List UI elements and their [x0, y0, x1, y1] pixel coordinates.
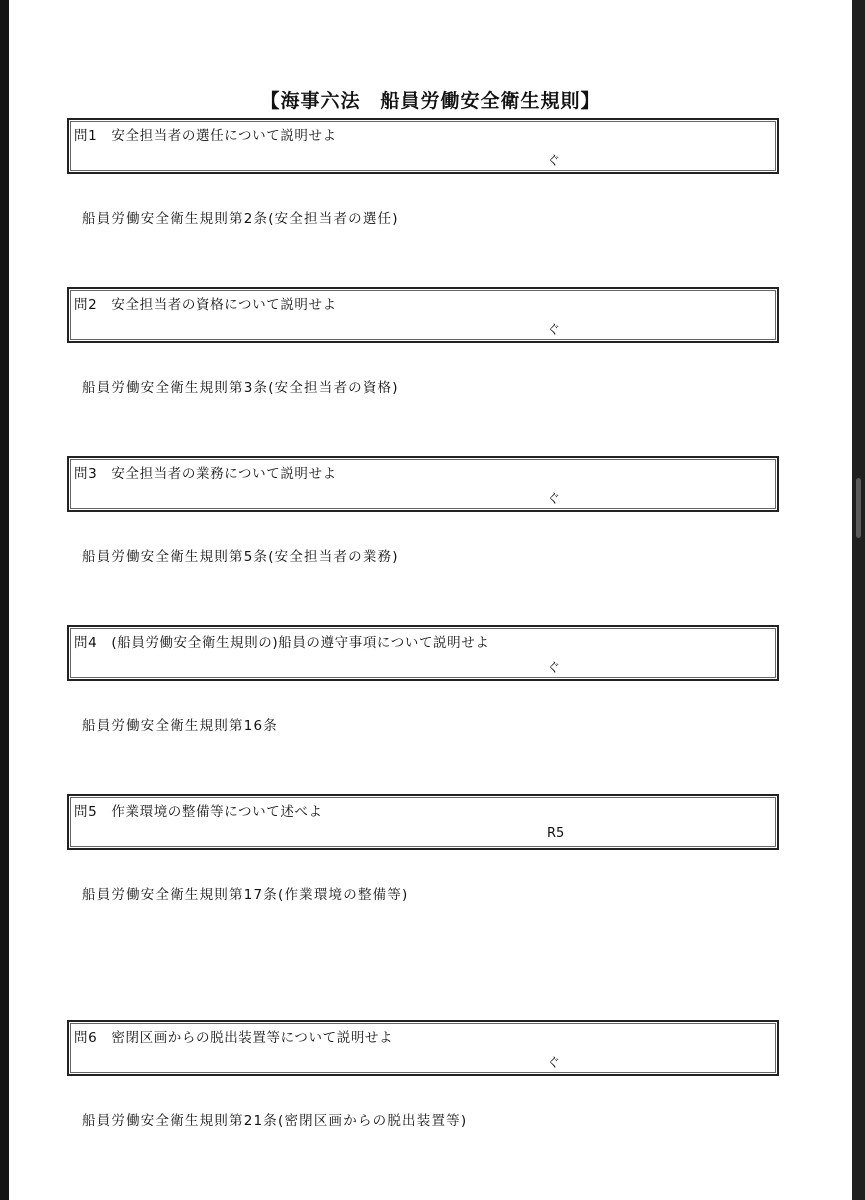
question-text-3: 問3 安全担当者の業務について説明せよ	[74, 466, 337, 482]
question-box-6	[67, 1020, 779, 1076]
question-text-2: 問2 安全担当者の資格について説明せよ	[74, 297, 337, 313]
question-mark-3: ぐ	[547, 492, 561, 507]
answer-text-2: 船員労働安全衛生規則第3条(安全担当者の資格)	[82, 380, 399, 396]
answer-text-6: 船員労働安全衛生規則第21条(密閉区画からの脱出装置等)	[82, 1113, 468, 1129]
question-text-1: 問1 安全担当者の選任について説明せよ	[74, 128, 337, 144]
question-box-2	[67, 287, 779, 343]
question-mark-4: ぐ	[547, 661, 561, 676]
answer-text-3: 船員労働安全衛生規則第5条(安全担当者の業務)	[82, 549, 399, 565]
answer-text-4: 船員労働安全衛生規則第16条	[82, 718, 278, 734]
left-margin-bar	[0, 0, 9, 1200]
question-text-5: 問5 作業環境の整備等について述べよ	[74, 804, 323, 820]
scrollbar-thumb[interactable]	[856, 478, 861, 538]
question-text-4: 問4 (船員労働安全衛生規則の)船員の遵守事項について説明せよ	[74, 635, 490, 651]
scrollbar-track[interactable]	[852, 0, 865, 1200]
question-box-4	[67, 625, 779, 681]
question-box-1	[67, 118, 779, 174]
question-mark-1: ぐ	[547, 154, 561, 169]
answer-text-1: 船員労働安全衛生規則第2条(安全担当者の選任)	[82, 211, 399, 227]
answer-text-5: 船員労働安全衛生規則第17条(作業環境の整備等)	[82, 887, 409, 903]
question-mark-6: ぐ	[547, 1056, 561, 1071]
question-mark-5: R5	[547, 826, 565, 841]
document-title: 【海事六法 船員労働安全衛生規則】	[260, 90, 601, 112]
question-text-6: 問6 密閉区画からの脱出装置等について説明せよ	[74, 1030, 394, 1046]
question-box-5	[67, 794, 779, 850]
question-box-3	[67, 456, 779, 512]
question-mark-2: ぐ	[547, 323, 561, 338]
